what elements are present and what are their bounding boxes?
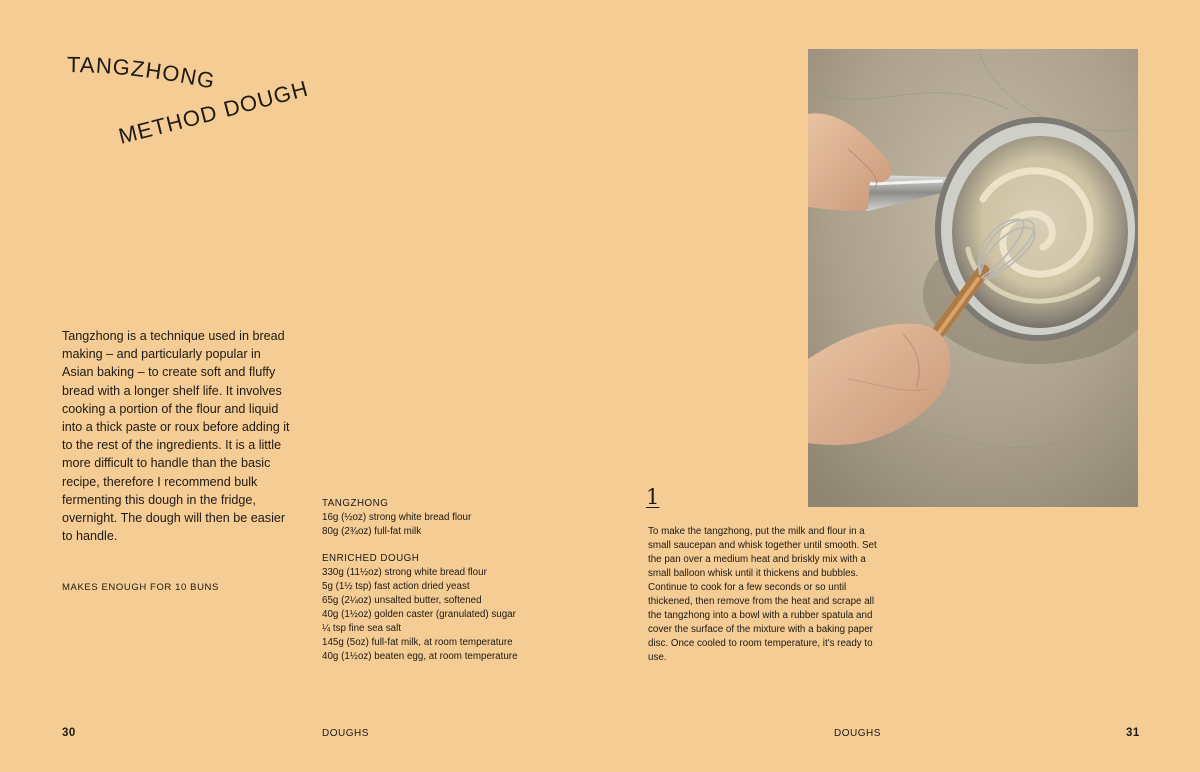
- ingredient-item: 80g (2¾oz) full-fat milk: [322, 526, 422, 537]
- ingredients-list: [322, 497, 582, 664]
- ingredient-item: 145g (5oz) full-fat milk, at room temperature: [322, 637, 513, 648]
- recipe-title-line-2: METHOD DOUGH: [115, 75, 312, 149]
- page-number-right: 31: [1126, 727, 1140, 739]
- section-label-left: DOUGHS: [322, 728, 369, 739]
- page-number-left: 30: [62, 727, 76, 739]
- ingredient-item: 5g (1½ tsp) fast action dried yeast: [322, 581, 470, 592]
- intro-paragraph: Tangzhong is a technique used in bread making – and particularly popular in Asian baking – to create soft and fluffy bread with a longer shelf life. It involves cooking a portion of the flour and liquid into a thick paste or roux before adding it to the rest of the ingredients. It is a little more difficult to handle than the basic recipe, therefore I recommend bulk fermenting this dough in the fridge, overnight. The dough will then be easier to handle.: [62, 329, 290, 544]
- saucepan-whisk-illustration: [808, 49, 1138, 507]
- ingredient-item: 65g (2¼oz) unsalted butter, softened: [322, 595, 482, 606]
- step-instructions: To make the tangzhong, put the milk and flour in a small saucepan and whisk together until smooth. Set the pan over a medium heat and briskly mix with a small balloon whisk until it thickens and bubbles. Continue to cook for a few seconds or so until thickened, then remove from the heat and scrape all the tangzhong into a bowl with a rubber spatula and cover the surface of the mixture with a baking paper disc. Once cooled to room temperature, it's ready to use.: [648, 526, 877, 663]
- ingredient-item: 40g (1½oz) golden caster (granulated) sugar: [322, 609, 516, 620]
- ingredient-item: 40g (1½oz) beaten egg, at room temperature: [322, 651, 518, 662]
- ingredient-group-heading: ENRICHED DOUGH: [322, 553, 420, 564]
- ingredient-item: ¼ tsp fine sea salt: [322, 623, 401, 634]
- ingredient-group-enriched-dough: [322, 552, 582, 664]
- recipe-photo: [808, 49, 1138, 507]
- step-number: 1: [646, 485, 660, 509]
- ingredient-group-tangzhong: [322, 497, 582, 539]
- ingredient-item: 330g (11½oz) strong white bread flour: [322, 567, 487, 578]
- recipe-title-line-1: TANGZHONG: [66, 51, 218, 94]
- recipe-title: [55, 50, 355, 160]
- section-label-right: DOUGHS: [834, 728, 881, 739]
- ingredient-group-heading: TANGZHONG: [322, 498, 389, 509]
- ingredient-item: 16g (½oz) strong white bread flour: [322, 512, 472, 523]
- recipe-yield: MAKES ENOUGH FOR 10 BUNS: [62, 582, 219, 593]
